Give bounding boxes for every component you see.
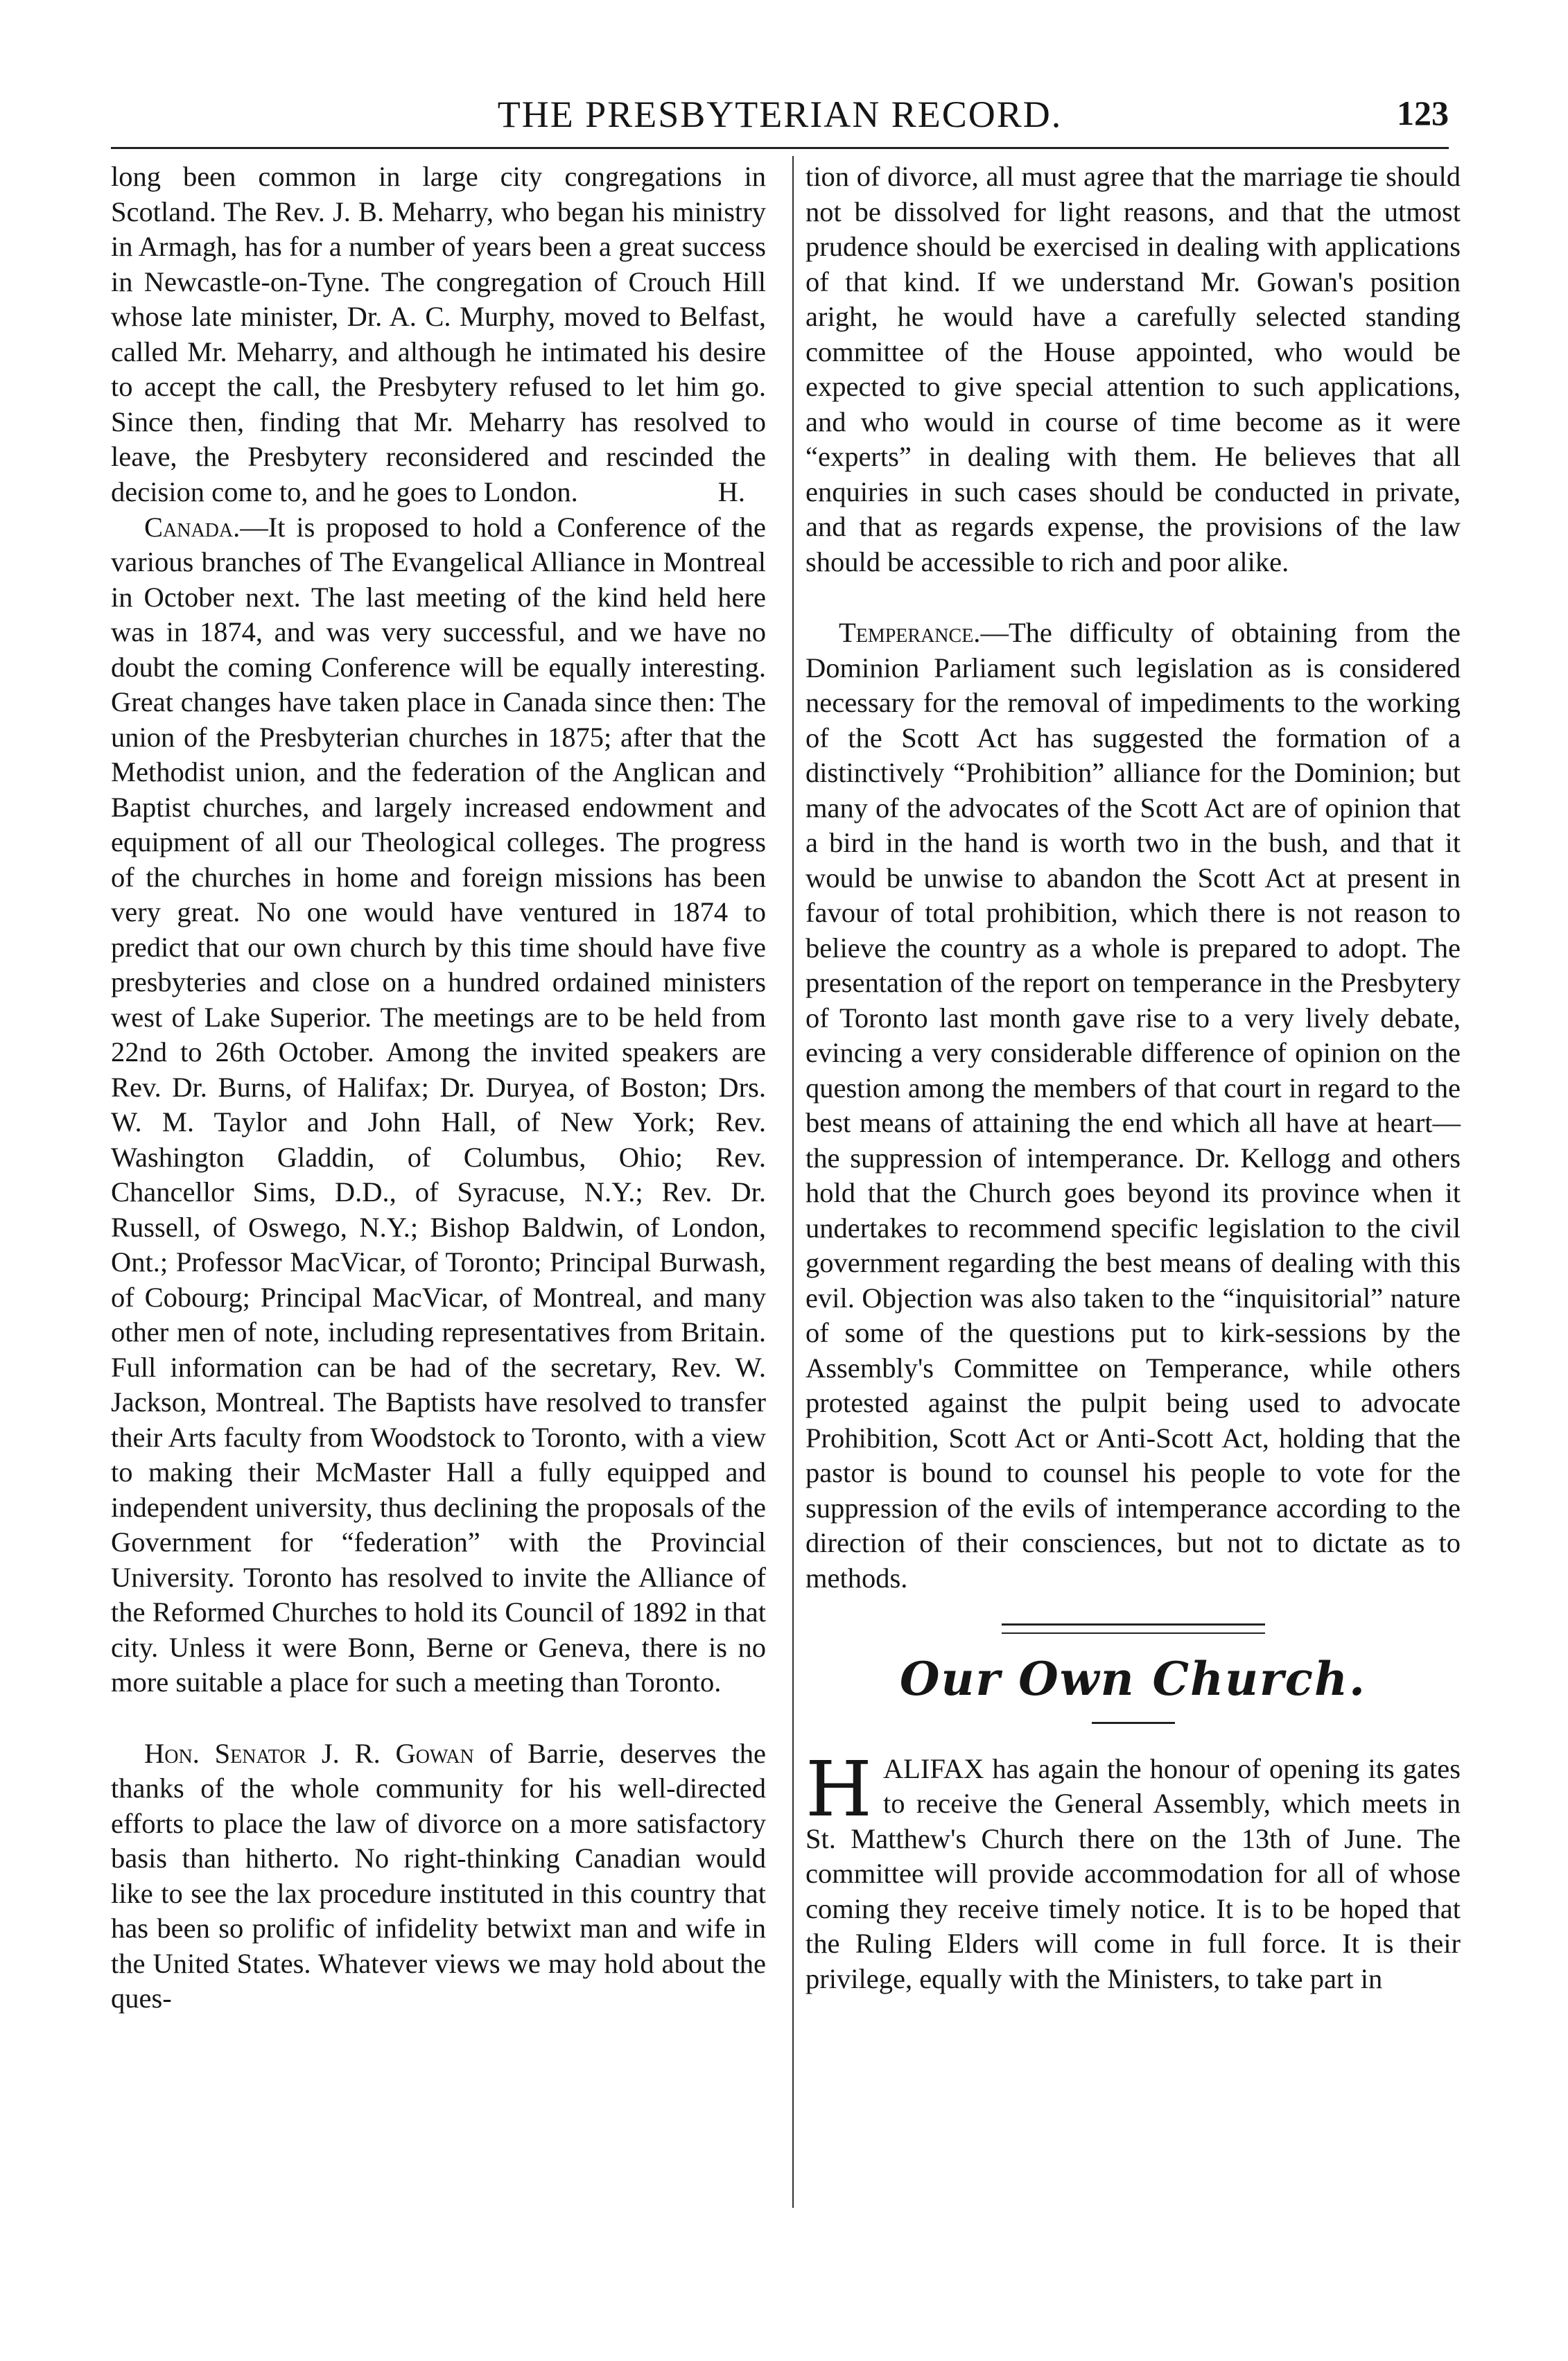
author-signature: H. bbox=[717, 476, 745, 507]
paragraph-text: ALIFAX has again the honour of opening its gates to receive the General Assembly, which meets in St. Matthew's Church there on the 13th of June. The committee will provide accommodation for all of whose coming they receive timely notice. It is to be hoped that the Ruling Elders will come in full force. It is their privilege, equally with the Ministers, to take part in bbox=[805, 1752, 1461, 1994]
paragraph-text: of Barrie, deserves the thanks of the whole community for his well-directed efforts to place the law of divorce on a more satisfactory basis than hitherto. No right-thinking Canadian would like to see the lax procedure instituted in this country that has been so prolific of infidelity betwixt man and wife in the United States. Whatever views we may hold about the ques- bbox=[111, 1737, 766, 2014]
paragraph-text: —The difficulty of obtaining from the Dominion Parliament such legislation as is considered necessary for the removal of impediments to the working of the Scott Act has suggested the formation of a distinctively “Prohibition” alliance for the Dominion; but many of the advocates of the Scott Act are of opinion that a bird in the hand is worth two in the bush, and that it would be unwise to abandon the Scott Act at present in favour of total prohibition, which there is not reason to believe the country as a whole is prepared to adopt. The presentation of the report on temperance in the Presbytery of Toronto last month gave rise to a very lively debate, evincing a very considerable difference of opinion on the question among the members of that court in regard to the best means of attaining the end which all have at heart—the suppression of intemperance. Dr. Kellogg and others hold that the Church goes beyond its province when it undertakes to recommend specific legislation to the civil government regarding the best means of dealing with this evil. Objection was also taken to the “inquisitorial” nature of some of the questions put to kirk-sessions by the Assembly's Committee on Temperance, while others protested against the pulpit being used to advocate Prohibition, Scott Act or Anti-Scott Act, holding that the pastor is bound to counsel his people to vote for the suppression of the evils of intemperance according to the direction of their consciences, but not to dictate as to methods. bbox=[805, 617, 1461, 1594]
right-column bbox=[805, 159, 1461, 1996]
paragraph-text: tion of divorce, all must agree that the marriage tie should not be dissolved for light reasons, and that the utmost prudence should be exercised in dealing with applications of that kind. If we understand Mr. Gowan's position aright, he would have a carefully selected standing committee of the House appointed, who would be expected to give special attention to such applications, and who would in course of time become as it were “experts” in dealing with them. He believes that all enquiries in such cases should be conducted in private, and that as regards expense, the provisions of the law should be accessible to rich and poor alike. bbox=[805, 161, 1461, 577]
article-canada-paragraph bbox=[111, 510, 766, 1700]
article-halifax-paragraph bbox=[805, 1744, 1461, 1997]
paragraph-text: —It is proposed to hold a Conference of the various branches of The Evangelical Alliance in Montreal in October next. The last meeting of the kind held here was in 1874, and was very successful, and we have no doubt the coming Conference will be equally interesting. Great changes have taken place in Canada since then: The union of the Presbyterian churches in 1875; after that the Methodist union, and the federation of the Anglican and Baptist churches, and largely increased endowment and equipment of all our Theological colleges. The progress of the churches in home and foreign missions has been very great. No one would have ventured in 1874 to predict that our own church by this time should have five presbyteries and close on a hundred ordained ministers west of Lake Superior. The meetings are to be held from 22nd to 26th October. Among the invited speakers are Rev. Dr. Burns, of Halifax; Dr. Duryea, of Boston; Drs. W. M. Taylor and John Hall, of New York; Rev. Washington Gladdin, of Columbus, Ohio; Rev. Chancellor Sims, D.D., of Syracuse, N.Y.; Rev. Dr. Russell, of Oswego, N.Y.; Bishop Baldwin, of London, Ont.; Professor MacVicar, of Toronto; Principal Burwash, of Cobourg; Principal MacVicar, of Montreal, and many other men of note, including representatives from Britain. Full information can be had of the secretary, Rev. W. Jackson, Montreal. The Baptists have resolved to transfer their Arts faculty from Woodstock to Toronto, with a view to making their McMaster Hall a fully equipped and independent university, thus declining the proposals of the Government for “federation” with the Provincial University. Toronto has resolved to invite the Alliance of the Reformed Churches to hold its Council of 1892 in that city. Unless it were Bonn, Berne or Geneva, there is no more suitable a place for such a meeting than Toronto. bbox=[111, 511, 766, 1698]
paragraph-lead: Temperance. bbox=[839, 617, 981, 648]
section-divider-rule bbox=[1002, 1623, 1265, 1634]
paragraph-text: long been common in large city congregations in Scotland. The Rev. J. B. Meharry, who began his ministry in Armagh, has for a number of years been a great success in Newcastle-on-Tyne. The congregation of Crouch Hill whose late minister, Dr. A. C. Murphy, moved to Belfast, called Mr. Meharry, and although he intimated his desire to accept the call, the Presbytery refused to let him go. Since then, finding that Mr. Meharry has resolved to leave, the Presbytery reconsidered and rescinded the decision come to, and he goes to London. bbox=[111, 161, 766, 507]
column-divider bbox=[792, 156, 794, 2208]
paragraph-lead: Hon. Senator J. R. Gowan bbox=[144, 1737, 474, 1769]
article-divorce-continuation bbox=[805, 159, 1461, 580]
article-temperance-paragraph bbox=[805, 616, 1461, 1596]
header-rule bbox=[111, 147, 1449, 149]
left-column bbox=[111, 159, 766, 2016]
article-gowan-paragraph bbox=[111, 1736, 766, 2016]
running-title: THE PRESBYTERIAN RECORD. bbox=[497, 94, 1063, 135]
paragraph-lead: Canada. bbox=[144, 511, 241, 543]
drop-cap: H bbox=[805, 1744, 872, 1833]
short-rule bbox=[1092, 1722, 1175, 1724]
section-title: Our Own Church. bbox=[900, 1652, 1366, 1706]
page-number: 123 bbox=[1397, 94, 1449, 132]
article-london-paragraph bbox=[111, 159, 766, 509]
page-header bbox=[111, 90, 1449, 139]
